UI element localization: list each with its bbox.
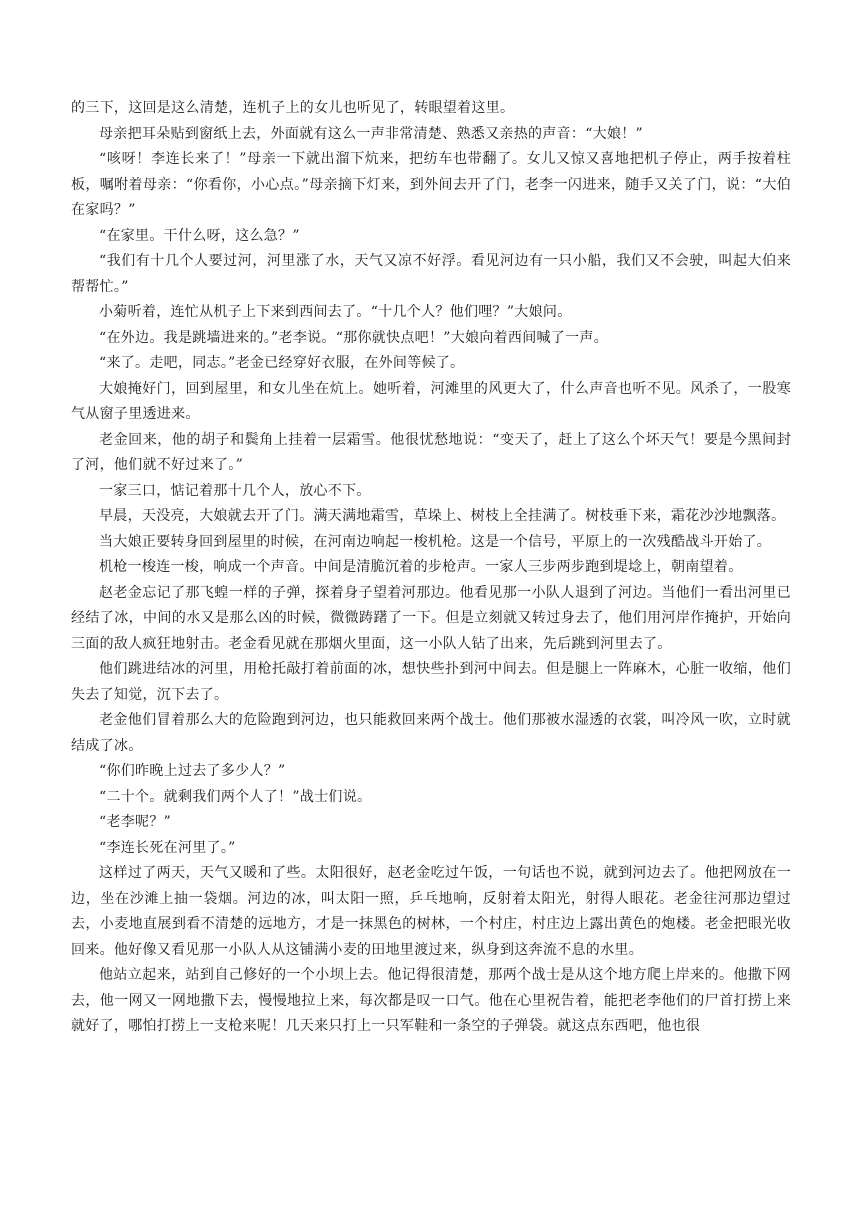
paragraph-18: “你们昨晚上过去了多少人？” bbox=[99, 763, 286, 779]
paragraph-7: “在外边。我是跳墙进来的。”老李说。“那你就快点吧！”大娘向着西间喊了一声。 bbox=[99, 329, 609, 346]
paragraph-3: “咳呀！李连长来了！”母亲一下就出溜下炕来，把纺车也带翻了。女儿又惊又喜地把机子停止，两手按着柱板，嘱咐着母亲：“你看你，小心点。”母亲摘下灯来，到外间去开了门，老李一闪进来，随手又关了门，说：“大伯在家吗？” bbox=[71, 151, 791, 218]
paragraph-11: 一家三口，惦记着那十几个人，放心不下。 bbox=[99, 482, 371, 499]
paragraph-8: “来了。走吧，同志。”老金已经穿好衣服，在外间等候了。 bbox=[99, 355, 465, 371]
paragraph-20: “老李呢？” bbox=[99, 814, 172, 830]
paragraph-23: 他站立起来，站到自己修好的一个小坝上去。他记得很清楚，那两个战士是从这个地方爬上岸来的。他撒下网去，他一网又一网地撒下去，慢慢地拉上来，每次都是叹一口气。他在心里祝告着，能把老李他们的尸首打捞上来就好了，哪怕打捞上一支枪来呢！几天来只打上一只军鞋和一条空的子弹袋。就这点东西吧，他也很 bbox=[71, 967, 791, 1034]
paragraph-2: 母亲把耳朵贴到窗纸上去，外面就有这么一声非常清楚、熟悉又亲热的声音：“大娘！” bbox=[99, 125, 644, 142]
paragraph-14: 机枪一梭连一梭，响成一个声音。中间是清脆沉着的步枪声。一家人三步两步跑到堤埝上，朝南望着。 bbox=[99, 559, 743, 575]
document-page bbox=[71, 96, 791, 1040]
paragraph-4: “在家里。干什么呀，这么急？” bbox=[99, 227, 300, 244]
paragraph-15: 赵老金忘记了那飞蝗一样的子弹，探着身子望着河那边。他看见那一小队人退到了河边。当他们一看出河里已经结了冰，中间的水又是那么凶的时候，微微踌躇了一下。但是立刻就又转过身去了，他们用河岸作掩护，开始向三面的敌人疯狂地射击。老金看见就在那烟火里面，这一小队人钻了出来，先后跳到河里去了。 bbox=[71, 584, 791, 652]
paragraph-6: 小菊听着，连忙从机子上下来到西间去了。“十几个人？他们哩？”大娘问。 bbox=[99, 304, 572, 320]
paragraph-19: “二十个。就剩我们两个人了！”战士们说。 bbox=[99, 788, 372, 805]
paragraph-17: 老金他们冒着那么大的危险跑到河边，也只能救回来两个战士。他们那被水湿透的衣裳，叫冷风一吹，立时就结成了冰。 bbox=[71, 712, 791, 754]
paragraph-12: 早晨，天没亮，大娘就去开了门。满天满地霜雪，草垛上、树枝上全挂满了。树枝垂下来，霜花沙沙地飘落。 bbox=[99, 508, 786, 524]
paragraph-22: 这样过了两天，天气又暖和了些。太阳很好，赵老金吃过午饭，一句话也不说，就到河边去了。他把网放在一边，坐在沙滩上抽一袋烟。河边的冰，叫太阳一照，乒乓地响，反射着太阳光，射得人眼花。老金往河那边望过去，小麦地直展到看不清楚的远地方，才是一抹黑色的树林，一个村庄，村庄边上露出黄色的炮楼。老金把眼光收回来。他好像又看见那一小队人从这铺满小麦的田地里渡过来，纵身到这奔流不息的水里。 bbox=[71, 865, 791, 958]
paragraph-1: 的三下，这回是这么清楚，连机子上的女儿也听见了，转眼望着这里。 bbox=[71, 100, 515, 116]
paragraph-21: “李连长死在河里了。” bbox=[99, 839, 236, 856]
paragraph-9: 大娘掩好门，回到屋里，和女儿坐在炕上。她听着，河滩里的风更大了，什么声音也听不见。风杀了，一股寒气从窗子里透进来。 bbox=[71, 380, 791, 422]
paragraph-5: “我们有十几个人要过河，河里涨了水，天气又凉不好浮。看见河边有一只小船，我们又不会驶，叫起大伯来帮帮忙。” bbox=[71, 253, 791, 295]
paragraph-16: 他们跳进结冰的河里，用枪托敲打着前面的冰，想快些扑到河中间去。但是腿上一阵麻木，心脏一收缩，他们失去了知觉，沉下去了。 bbox=[71, 661, 791, 703]
paragraph-13: 当大娘正要转身回到屋里的时候，在河南边响起一梭机枪。这是一个信号，平原上的一次残酷战斗开始了。 bbox=[99, 533, 772, 550]
paragraph-10: 老金回来，他的胡子和鬓角上挂着一层霜雪。他很忧愁地说：“变天了，赶上了这么个坏天气！要是今黑间封了河，他们就不好过来了。” bbox=[71, 431, 791, 473]
